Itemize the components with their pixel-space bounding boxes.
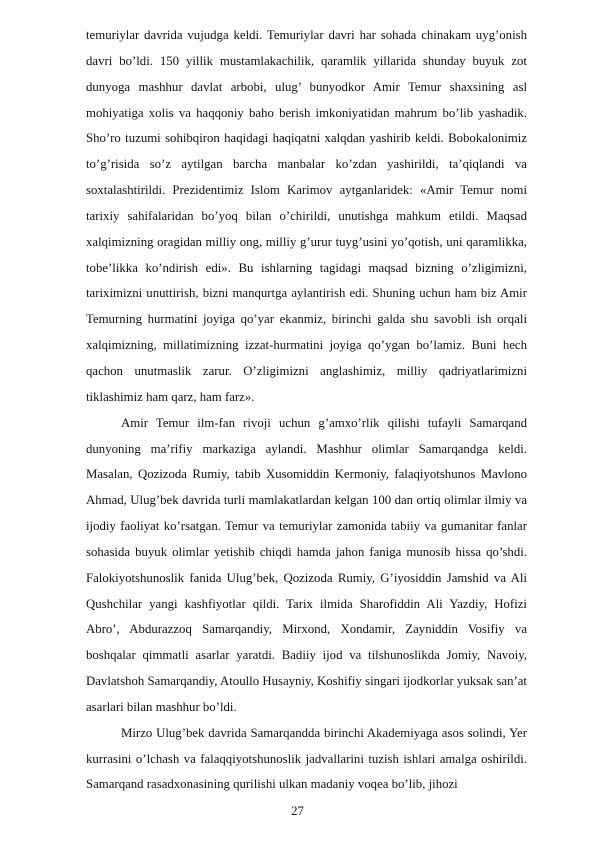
body-text — [86, 23, 527, 798]
paragraph-1: temuriylar davrida vujudga keldi. Temuriylar davri har sohada chinakam uyg’onish davri bo’ldi. 150 yillik mustamlakachilik, qaramlik yillarida shunday buyuk zot dunyoga mashhur davlat arbobi, ulug’ bunyodkor Amir Temur shaxsining asl mohiyatiga xolis va haqqoniy baho berish imkoniyatidan mahrum bo’lib yashadik. Sho’ro tuzumi sohibqiron haqidagi haqiqatni xalqdan yashirib keldi. Bobokalonimiz to’g’risida so’z aytilgan barcha manbalar ko’zdan yashirildi, ta’qiqlandi va soxtalashtirildi. Prezidentimiz Islom Karimov aytganlaridek: «Amir Temur nomi tarixiy sahifalaridan bo’yoq bilan o’chirildi, unutishga mahkum etildi. Maqsad xalqimizning oragidan milliy ong, milliy g’urur tuyg’usini yo’qotish, uni qaramlikka, tobe’likka ko’ndirish edi». Bu ishlarning tagidagi maqsad bizning o’zligimizni, tariximizni unuttirish, bizni manqurtga aylantirish edi. Shuning uchun ham biz Amir Temurning hurmatini joyiga qo’yar ekanmiz, birinchi galda shu savobli ish orqali xalqimizning, millatimizning izzat-hurmatini joyiga qo’ygan bo’lamiz. Buni hech qachon unutmaslik zarur. O’zligimizni anglashimiz, milliy qadriyatlarimizni tiklashimiz ham qarz, ham farz». — [86, 28, 527, 404]
paragraph-2: Amir Temur ilm-fan rivoji uchun g’amxo’rlik qilishi tufayli Samarqand dunyoning ma’rifiy markaziga aylandi. Mashhur olimlar Samarqandga keldi. Masalan, Qozizoda Rumiy, tabib Xusomiddin Kermoniy, falaqiyotshunos Mavlono Ahmad, Ulug’bek davrida turli mamlakatlardan kelgan 100 dan ortiq olimlar ilmiy va ijodiy faoliyat ko’rsatgan. Temur va temuriylar zamonida tabiiy va gumanitar fanlar sohasida buyuk olimlar yetishib chiqdi hamda jahon faniga munosib hissa qo’shdi. Falokiyotshunoslik fanida Ulug’bek, Qozizoda Rumiy, G’iyosiddin Jamshid va Ali Qushchilar yangi kashfiyotlar qildi. Tarix ilmida Sharofiddin Ali Yazdiy, Hofizi Abro’, Abdurazzoq Samarqandiy, Mirxond, Xondamir, Zayniddin Vosifiy va boshqalar qimmatli asarlar yaratdi. Badiiy ijod va tilshunoslikda Jomiy, Navoiy, Davlatshoh Samarqandiy, Atoullo Husayniy, Koshifiy singari ijodkorlar yuksak san’at asarlari bilan mashhur bo’ldi. — [86, 415, 527, 714]
paragraph-3: Mirzo Ulug’bek davrida Samarqandda birinchi Akademiyaga asos solindi, Yer kurrasini o’lchash va falaqqiyotshunoslik jadvallarini tuzish ishlari amalga oshirildi. Samarqand rasadxonasining qurilishi ulkan madaniy voqea bo’lib, jihozi — [86, 725, 527, 792]
page-number: 27 — [291, 804, 304, 818]
